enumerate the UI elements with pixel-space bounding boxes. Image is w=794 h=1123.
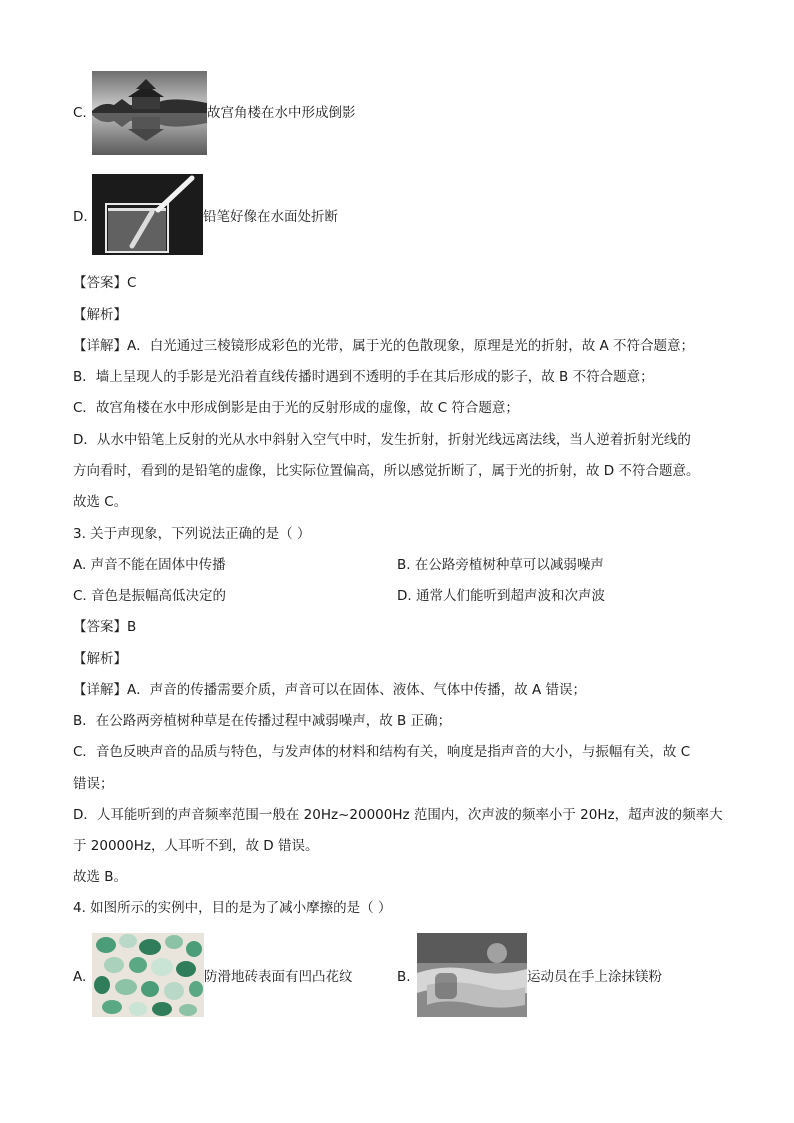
q3-option-c: C. 音色是振幅高低决定的 bbox=[73, 588, 227, 604]
q3-option-b: B. 在公路旁植树种草可以减弱噪声 bbox=[397, 557, 604, 573]
q4-option-a-letter: A. bbox=[73, 969, 87, 985]
q3-detail-line: D．人耳能听到的声音频率范围一般在 20Hz~20000Hz 范围内，次声波的频率小于 20Hz，超声波的频率大 bbox=[73, 807, 723, 823]
option-d-letter: D. bbox=[73, 209, 88, 225]
q4-stem: 4. 如图所示的实例中，目的是为了减小摩擦的是（ ） bbox=[73, 900, 392, 916]
q2-analysis-title: 【解析】 bbox=[73, 307, 127, 323]
q3-detail-line: 错误； bbox=[73, 776, 114, 792]
option-c-letter: C. bbox=[73, 105, 87, 121]
q4-option-b-caption: 运动员在手上涂抹镁粉 bbox=[527, 969, 662, 985]
q3-analysis-title: 【解析】 bbox=[73, 651, 127, 667]
athlete-chalk-hands-photo bbox=[417, 933, 527, 1017]
q3-detail-line: 于 20000Hz，人耳听不到，故 D 错误。 bbox=[73, 838, 319, 854]
anti-slip-tile-photo bbox=[92, 933, 204, 1017]
q3-answer: 【答案】B bbox=[73, 619, 137, 635]
option-d-caption: 铅笔好像在水面处折断 bbox=[203, 209, 338, 225]
q3-option-a: A. 声音不能在固体中传播 bbox=[73, 557, 226, 573]
q2-answer: 【答案】C bbox=[73, 275, 137, 291]
q2-detail-line: C．故宫角楼在水中形成倒影是由于光的反射形成的虚像，故 C 符合题意； bbox=[73, 400, 519, 416]
q3-detail-line: C．音色反映声音的品质与特色，与发声体的材料和结构有关，响度是指声音的大小，与振幅有关，故 C bbox=[73, 744, 691, 760]
pencil-in-water-photo bbox=[92, 174, 203, 255]
q3-stem: 3. 关于声现象，下列说法正确的是（ ） bbox=[73, 526, 311, 542]
q3-conclusion: 故选 B。 bbox=[73, 869, 128, 885]
q3-detail-line: 【详解】A．声音的传播需要介质，声音可以在固体、液体、气体中传播，故 A 错误； bbox=[73, 682, 587, 698]
option-c-caption: 故宫角楼在水中形成倒影 bbox=[207, 105, 356, 121]
q4-option-a-caption: 防滑地砖表面有凹凸花纹 bbox=[204, 969, 353, 985]
q3-detail-line: B．在公路两旁植树种草是在传播过程中减弱噪声，故 B 正确； bbox=[73, 713, 452, 729]
q4-option-b-letter: B. bbox=[397, 969, 411, 985]
q2-detail-line: 【详解】A．白光通过三棱镜形成彩色的光带，属于光的色散现象，原理是光的折射，故 A 不符合题意； bbox=[73, 338, 695, 354]
q2-conclusion: 故选 C。 bbox=[73, 494, 128, 510]
q2-detail-line: B．墙上呈现人的手影是光沿着直线传播时遇到不透明的手在其后形成的影子，故 B 不符合题意； bbox=[73, 369, 654, 385]
q3-option-d: D. 通常人们能听到超声波和次声波 bbox=[397, 588, 605, 604]
q2-detail-line: D．从水中铅笔上反射的光从水中斜射入空气中时，发生折射，折射光线远离法线，当人逆着折射光线的 bbox=[73, 432, 691, 448]
palace-reflection-photo bbox=[92, 71, 207, 155]
q2-detail-line: 方向看时，看到的是铅笔的虚像，比实际位置偏高，所以感觉折断了，属于光的折射，故 D 不符合题意。 bbox=[73, 463, 700, 479]
